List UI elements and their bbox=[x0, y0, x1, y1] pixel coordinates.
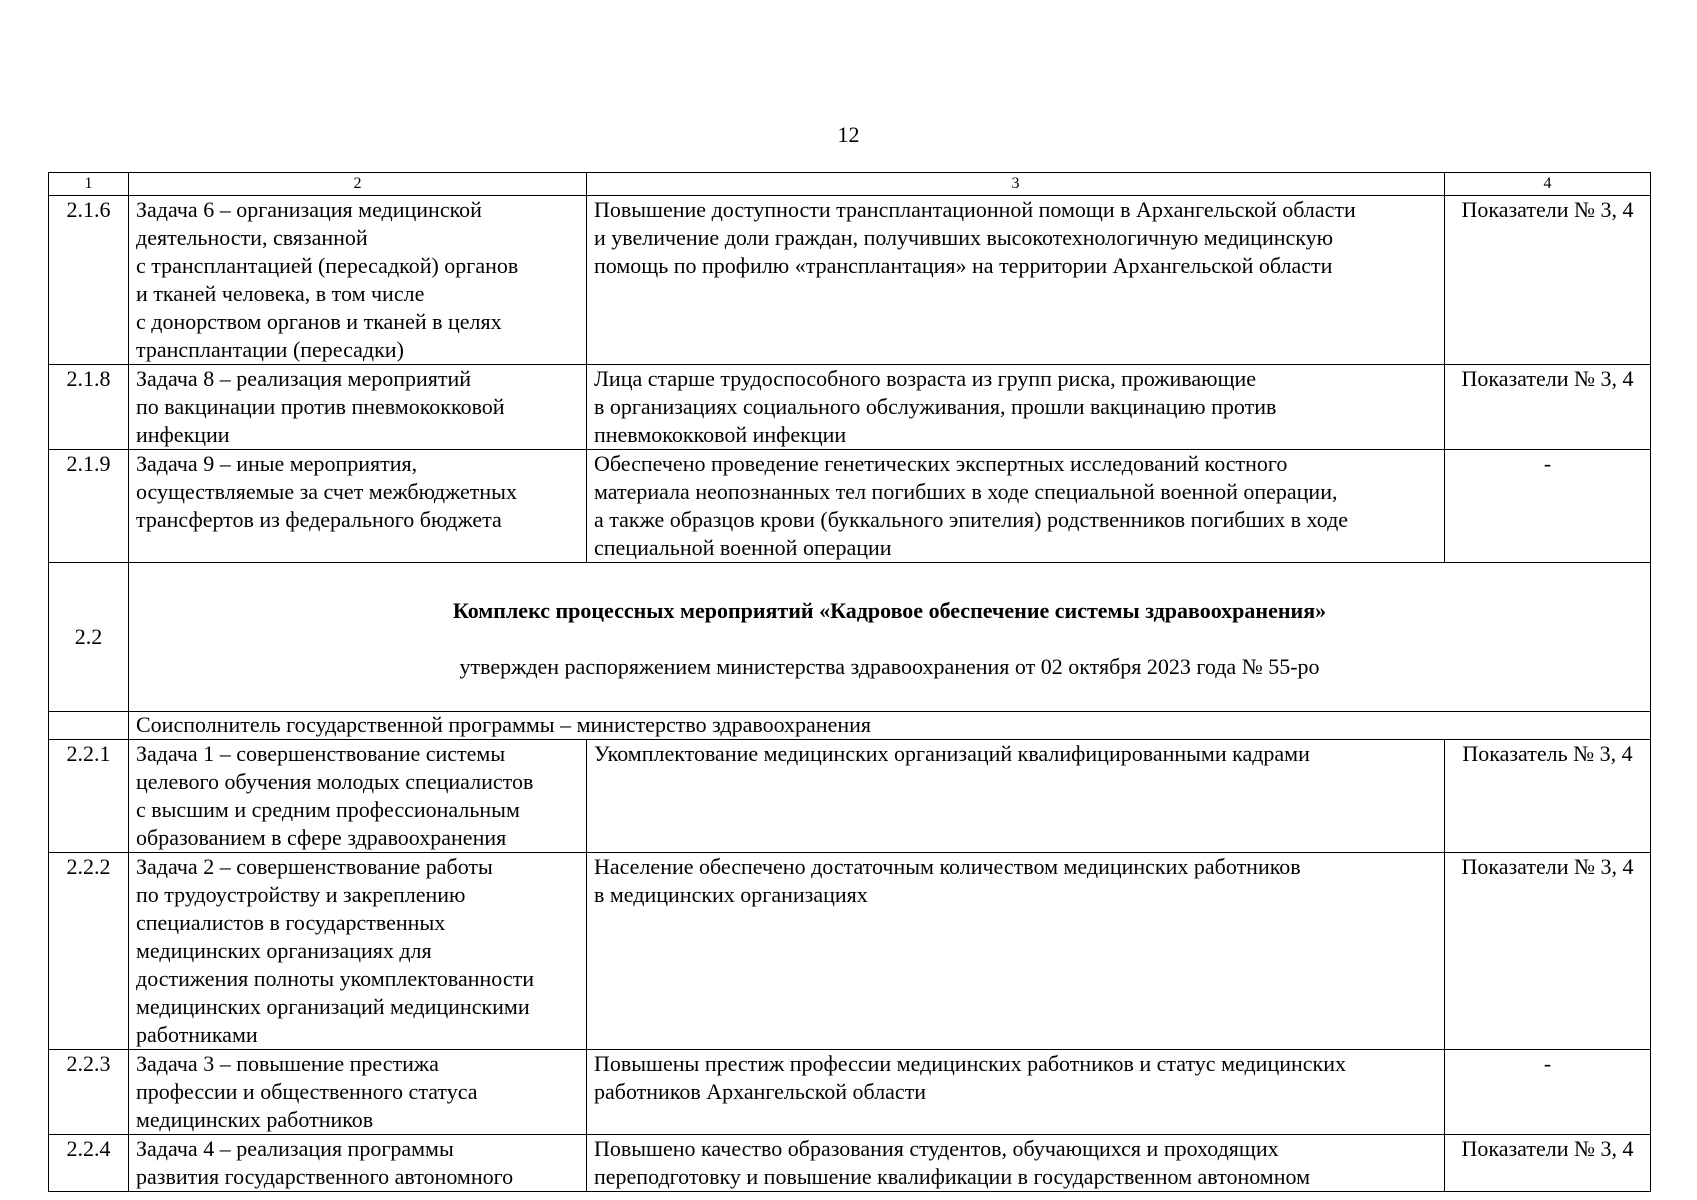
column-number-1: 1 bbox=[49, 173, 129, 196]
indicators-cell: Показатели № 3, 4 bbox=[1445, 196, 1651, 365]
section-number: 2.2 bbox=[49, 563, 129, 712]
page-number: 12 bbox=[837, 122, 860, 147]
result-cell: Лица старше трудоспособного возраста из групп риска, проживающие в организациях социального обслуживания, прошли вакцинацию против пневмококковой инфекции bbox=[587, 365, 1445, 450]
indicators-cell: - bbox=[1445, 1050, 1651, 1135]
row-number: 2.2.2 bbox=[49, 853, 129, 1050]
task-cell: Задача 1 – совершенствование системы целевого обучения молодых специалистов с высшим и средним профессиональным образованием в сфере здравоохранения bbox=[129, 740, 587, 853]
program-table bbox=[48, 172, 1651, 1192]
result-cell: Обеспечено проведение генетических экспертных исследований костного материала неопознанных тел погибших в ходе специальной военной операции, а также образцов крови (буккального эпителия) родственников погибших в ходе специальной военной операции bbox=[587, 450, 1445, 563]
task-cell: Задача 9 – иные мероприятия, осуществляемые за счет межбюджетных трансфертов из федерального бюджета bbox=[129, 450, 587, 563]
table-row bbox=[49, 450, 1651, 563]
table-row bbox=[49, 740, 1651, 853]
task-cell: Задача 6 – организация медицинской деятельности, связанной с трансплантацией (пересадкой) органов и тканей человека, в том числе с донорством органов и тканей в целях трансплантации (пересадки) bbox=[129, 196, 587, 365]
section-subtitle: утвержден распоряжением министерства здравоохранения от 02 октября 2023 года № 55-ро bbox=[459, 654, 1320, 679]
coexecutor-row bbox=[49, 712, 1651, 740]
row-number: 2.1.8 bbox=[49, 365, 129, 450]
column-number-2: 2 bbox=[129, 173, 587, 196]
indicators-cell: Показатели № 3, 4 bbox=[1445, 853, 1651, 1050]
result-cell: Повышено качество образования студентов, обучающихся и проходящих переподготовку и повышение квалификации в государственном автономном bbox=[587, 1135, 1445, 1192]
empty-cell bbox=[49, 712, 129, 740]
task-cell: Задача 8 – реализация мероприятий по вакцинации против пневмококковой инфекции bbox=[129, 365, 587, 450]
row-number: 2.1.6 bbox=[49, 196, 129, 365]
table-row bbox=[49, 853, 1651, 1050]
task-cell: Задача 2 – совершенствование работы по трудоустройству и закреплению специалистов в государственных медицинских организациях для достижения полноты укомплектованности медицинских организаций медицинскими работниками bbox=[129, 853, 587, 1050]
row-number: 2.2.1 bbox=[49, 740, 129, 853]
table-row bbox=[49, 1135, 1651, 1192]
row-number: 2.2.4 bbox=[49, 1135, 129, 1192]
section-row bbox=[49, 563, 1651, 712]
row-number: 2.2.3 bbox=[49, 1050, 129, 1135]
indicators-cell: Показатель № 3, 4 bbox=[1445, 740, 1651, 853]
coexecutor-text: Соисполнитель государственной программы – министерство здравоохранения bbox=[129, 712, 1651, 740]
result-cell: Население обеспечено достаточным количеством медицинских работников в медицинских организациях bbox=[587, 853, 1445, 1050]
result-cell: Повышение доступности трансплантационной помощи в Архангельской области и увеличение доли граждан, получивших высокотехнологичную медицинскую помощь по профилю «трансплантация» на территории Архангельской области bbox=[587, 196, 1445, 365]
column-number-row bbox=[49, 173, 1651, 196]
result-cell: Повышены престиж профессии медицинских работников и статус медицинских работников Архангельской области bbox=[587, 1050, 1445, 1135]
indicators-cell: Показатели № 3, 4 bbox=[1445, 1135, 1651, 1192]
indicators-cell: Показатели № 3, 4 bbox=[1445, 365, 1651, 450]
result-cell: Укомплектование медицинских организаций квалифицированными кадрами bbox=[587, 740, 1445, 853]
column-number-3: 3 bbox=[587, 173, 1445, 196]
section-header bbox=[129, 563, 1651, 712]
indicators-cell: - bbox=[1445, 450, 1651, 563]
table-row bbox=[49, 1050, 1651, 1135]
column-number-4: 4 bbox=[1445, 173, 1651, 196]
task-cell: Задача 3 – повышение престижа профессии и общественного статуса медицинских работников bbox=[129, 1050, 587, 1135]
table-row bbox=[49, 196, 1651, 365]
task-cell: Задача 4 – реализация программы развития государственного автономного bbox=[129, 1135, 587, 1192]
row-number: 2.1.9 bbox=[49, 450, 129, 563]
section-title: Комплекс процессных мероприятий «Кадровое обеспечение системы здравоохранения» bbox=[452, 598, 1327, 623]
table-row bbox=[49, 365, 1651, 450]
